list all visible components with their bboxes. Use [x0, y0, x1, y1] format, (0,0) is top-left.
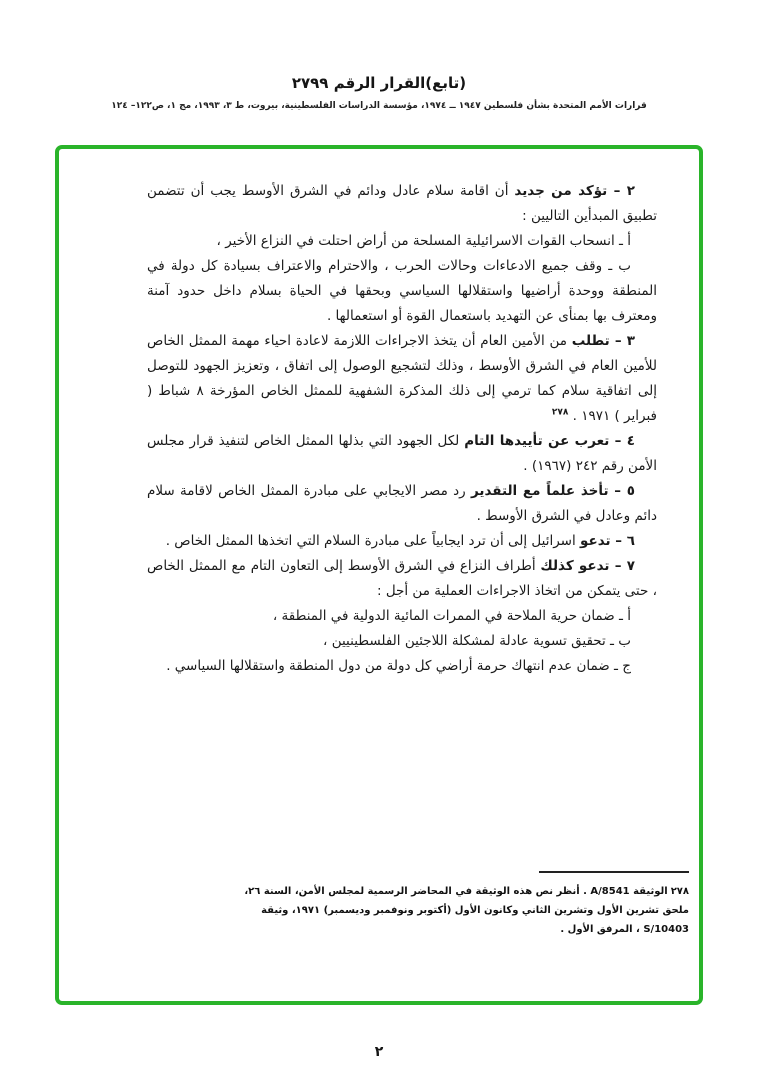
subitem-c	[147, 654, 657, 679]
paragraph-text: ج ـ ضمان عدم انتهاك حرمة أراضي كل دولة من دول المنطقة واستقلالها السياسي .	[166, 658, 631, 674]
paragraph-text: أن اقامة سلام عادل ودائم في الشرق الأوسط يجب أن تتضمن تطبيق المبدأين التاليين :	[147, 183, 657, 224]
paragraph-lead: تعرب عن تأييدها التام	[464, 433, 610, 449]
paragraph-text: من الأمين العام أن يتخذ الاجراءات اللازمة لاعادة احياء مهمة الممثل الخاص للأمين العام في الشرق الأوسط ، وذلك لتشجيع الوصول إلى اتفاق ، وتعزيز الجهود للتوصل إلى اتفاقية سلام كما ترمي إلى ذلك المذكرة الشفهية للممثل الخاص المؤرخة ٨ شباط ( فبراير ) ١٩٧١ .	[147, 333, 657, 424]
document-title: (تابع)القرار الرقم ٢٧٩٩	[291, 74, 467, 92]
paragraph-number: ٦ –	[610, 533, 635, 549]
footnote-block	[244, 871, 689, 939]
paragraph-text: أ ـ ضمان حرية الملاحة في الممرات المائية الدولية في المنطقة ،	[272, 608, 631, 624]
page-number: ٢	[374, 1044, 384, 1060]
paragraph-7	[147, 554, 657, 604]
footnote-text: الوثيقة A/8541 . أنظر نص هذه الوثيقة في المحاضر الرسمية لمجلس الأمن، السنة ٢٦،	[244, 886, 668, 897]
footnote-line-3: S/10403 ، المرفق الأول .	[560, 924, 689, 935]
resolution-body	[147, 179, 657, 679]
paragraph-6	[147, 529, 657, 554]
footnote-reference: ٢٧٨	[551, 407, 569, 418]
paragraph-text: رد مصر الايجابي على مبادرة الممثل الخاص لاقامة سلام دائم وعادل في الشرق الأوسط .	[147, 483, 657, 524]
paragraph-number: ٣ –	[609, 333, 635, 349]
paragraph-number: ٧ –	[609, 558, 635, 574]
paragraph-text: أطراف النزاع في الشرق الأوسط إلى التعاون التام مع الممثل الخاص ، حتى يتمكن من اتخاذ الاجراءات العملية من أجل :	[147, 558, 657, 599]
paragraph-lead: تطلب	[571, 333, 610, 349]
paragraph-lead: تأخذ علماً مع التقدير	[471, 483, 609, 499]
paragraph-number: ٢ –	[607, 183, 635, 199]
paragraph-3	[147, 329, 657, 429]
paragraph-lead: تدعو	[580, 533, 611, 549]
document-citation: قرارات الأمم المتحدة بشأن فلسطين ١٩٤٧ ــ ١٩٧٤، مؤسسة الدراسات الفلسطينية، بيروت، ط ٣، ١٩٩٣، مج ١، ص١٢٢– ١٢٤	[111, 101, 647, 111]
paragraph-2	[147, 179, 657, 229]
footnote-line-1	[244, 882, 689, 901]
footnote-separator	[539, 871, 689, 873]
subitem-b	[147, 254, 657, 329]
footnote-marker: ٢٧٨	[670, 886, 689, 897]
paragraph-text: ب ـ تحقيق تسوية عادلة لمشكلة اللاجئين الفلسطينيين ،	[323, 633, 631, 649]
subitem-b2	[147, 629, 657, 654]
paragraph-number: ٤ –	[609, 433, 636, 449]
subitem-a2	[147, 604, 657, 629]
paragraph-text: ب ـ وقف جميع الادعاءات وحالات الحرب ، والاحترام والاعتراف بسيادة كل دولة في المنطقة ووحدة أراضيها واستقلالها السياسي وبحقها في الحياة بسلام داخل حدود آمنة ومعترف بها بمنأى عن التهديد باستعمال القوة أو استعمالها .	[147, 258, 657, 324]
paragraph-number: ٥ –	[608, 483, 635, 499]
paragraph-5	[147, 479, 657, 529]
page-header	[0, 0, 758, 111]
paragraph-text: اسرائيل إلى أن ترد ايجابياً على مبادرة السلام التي اتخذها الممثل الخاص .	[165, 533, 581, 549]
green-border-frame	[55, 145, 703, 1005]
subitem-a	[147, 229, 657, 254]
footnote-line-2: ملحق تشرين الأول وتشرين الثاني وكانون الأول (أكتوبر ونوفمبر وديسمبر) ١٩٧١، وثيقة	[261, 905, 689, 916]
paragraph-lead: تؤكد من جديد	[514, 183, 608, 199]
paragraph-4	[147, 429, 657, 479]
paragraph-text: أ ـ انسحاب القوات الاسرائيلية المسلحة من أراض احتلت في النزاع الأخير ،	[216, 233, 631, 249]
paragraph-lead: تدعو كذلك	[540, 558, 610, 574]
paragraph-text: لكل الجهود التي بذلها الممثل الخاص لتنفيذ قرار مجلس الأمن رقم ٢٤٢ (١٩٦٧) .	[147, 433, 657, 474]
